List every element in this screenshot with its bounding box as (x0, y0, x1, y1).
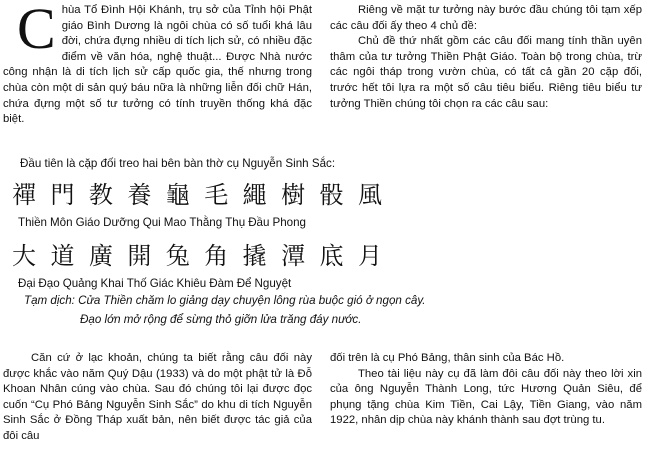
left-column-top (3, 0, 312, 128)
transliteration-word: Thằng (189, 216, 223, 229)
transliteration-word: Phong (272, 216, 306, 229)
han-character: 兔 (165, 242, 190, 270)
han-character: 骰 (319, 181, 344, 209)
transliteration-word: Khai (100, 277, 124, 290)
han-character: 毛 (204, 181, 229, 209)
transliteration-word: Thiền (18, 216, 48, 229)
han-character: 廣 (88, 242, 113, 270)
translation-line1: Tạm dịch: Cửa Thiền chăm lo giảng dạy chuyện lông rùa buộc gió ở ngọn cây. (24, 294, 426, 307)
paragraph-themes: Riêng về mặt tư tưởng này bước đầu chúng tôi tạm xếp các câu đối ấy theo 4 chủ đề: (330, 4, 642, 32)
han-character: 角 (204, 242, 229, 270)
transliteration-word: Nguyệt (254, 277, 292, 290)
transliteration-word: Khiêu (176, 277, 207, 290)
paragraph-theme-one: Chủ đề thứ nhất gồm các câu đối mang tính thần uyên thâm của tư tưởng Thiền Phật Giáo. Toàn bộ trong chùa, trừ các ngôi tháp trong vườn chùa, có tất cả gần 20 cặp đối, trước hết tôi lựa ra một số câu tiêu biểu. Riêng tiêu biểu tư tưởng Thiền chúng tôi chọn ra các câu sau: (330, 35, 642, 110)
han-character: 教 (88, 181, 113, 209)
couplet-line1-transliteration (18, 216, 309, 229)
han-character: 開 (127, 242, 152, 270)
couplet-line2-transliteration (18, 277, 294, 290)
transliteration-word: Thụ (225, 216, 246, 229)
couplet-intro: Đầu tiên là cặp đối treo hai bên bàn thờ cụ Nguyễn Sinh Sắc: (20, 157, 336, 170)
translation-line2: Đạo lớn mở rộng để sừng thỏ giỡn lửa trăng đáy nước. (80, 313, 362, 326)
transliteration-word: Đại (18, 277, 36, 290)
paragraph-author: đối trên là cụ Phó Bảng, thân sinh của Bác Hồ. (330, 352, 565, 364)
transliteration-word: Môn (50, 216, 73, 229)
transliteration-word: Đầu (248, 216, 270, 229)
couplet-line1-han (12, 182, 382, 208)
han-character: 大 (12, 242, 36, 270)
paragraph-intro: hùa Tổ Đình Hội Khánh, trụ sở của Tỉnh hội Phật giáo Bình Dương là ngôi chùa có số tuổi khá lâu đời, chứa đựng nhiều di tích lịch sử, có nhiều đặc điểm về văn hóa, nghệ thuật... Được Nhà nước công nhận là di tích lịch sử cấp quốc gia, thế nhưng trong chùa còn một di sản quý báu nữa là những liễn đối chữ Hán, chứa đựng một số tư tưởng có tính truyền thống khá đặc biệt. (3, 4, 312, 126)
han-character: 風 (357, 181, 382, 209)
han-character: 月 (357, 242, 382, 270)
left-column-bottom (3, 351, 312, 445)
right-column-bottom (330, 351, 642, 429)
han-character: 撬 (242, 242, 267, 270)
drop-cap: C (17, 0, 56, 61)
han-character: 底 (319, 242, 344, 270)
han-character: 潭 (281, 242, 306, 270)
han-character: 繩 (242, 181, 267, 209)
han-character: 禪 (12, 181, 36, 209)
transliteration-word: Quảng (62, 277, 98, 290)
han-character: 龜 (165, 181, 190, 209)
transliteration-word: Đạo (38, 277, 60, 290)
transliteration-word: Giác (149, 277, 174, 290)
transliteration-word: Giáo (75, 216, 101, 229)
couplet-line2-han (12, 243, 382, 269)
transliteration-word: Mao (163, 216, 187, 229)
paragraph-source: Theo tài liệu này cụ đã làm đôi câu đối này theo lời xin của ông Nguyễn Thành Long, tức Hương Quản Siêu, để phụng tặng chùa Kim Tiền, Cai Lậy, Tiền Giang, vào năm 1922, nhân dịp chùa này khánh thành sau đợt trùng tu. (330, 367, 642, 427)
han-character: 養 (127, 181, 152, 209)
han-character: 樹 (281, 181, 306, 209)
transliteration-word: Dưỡng (103, 216, 140, 229)
right-column-top (330, 3, 642, 112)
transliteration-word: Thố (126, 277, 147, 290)
transliteration-word: Đàm (209, 277, 234, 290)
han-character: 道 (50, 242, 75, 270)
han-character: 門 (50, 181, 75, 209)
paragraph-inscription: Căn cứ ở lạc khoản, chúng ta biết rằng câu đối này được khắc vào năm Quý Dậu (1933) và do một phật tử là Đỗ Khoan Nhân cúng vào chùa. Sau đó chúng tôi lại được đọc cuốn “Cụ Phó Bảng Nguyễn Sinh Sắc” do khu di tích Nguyễn Sinh Sắc ở Đồng Tháp xuất bản, nên biết được tác giả của đôi câu (3, 352, 312, 442)
transliteration-word: Để (236, 277, 252, 290)
transliteration-word: Qui (142, 216, 161, 229)
